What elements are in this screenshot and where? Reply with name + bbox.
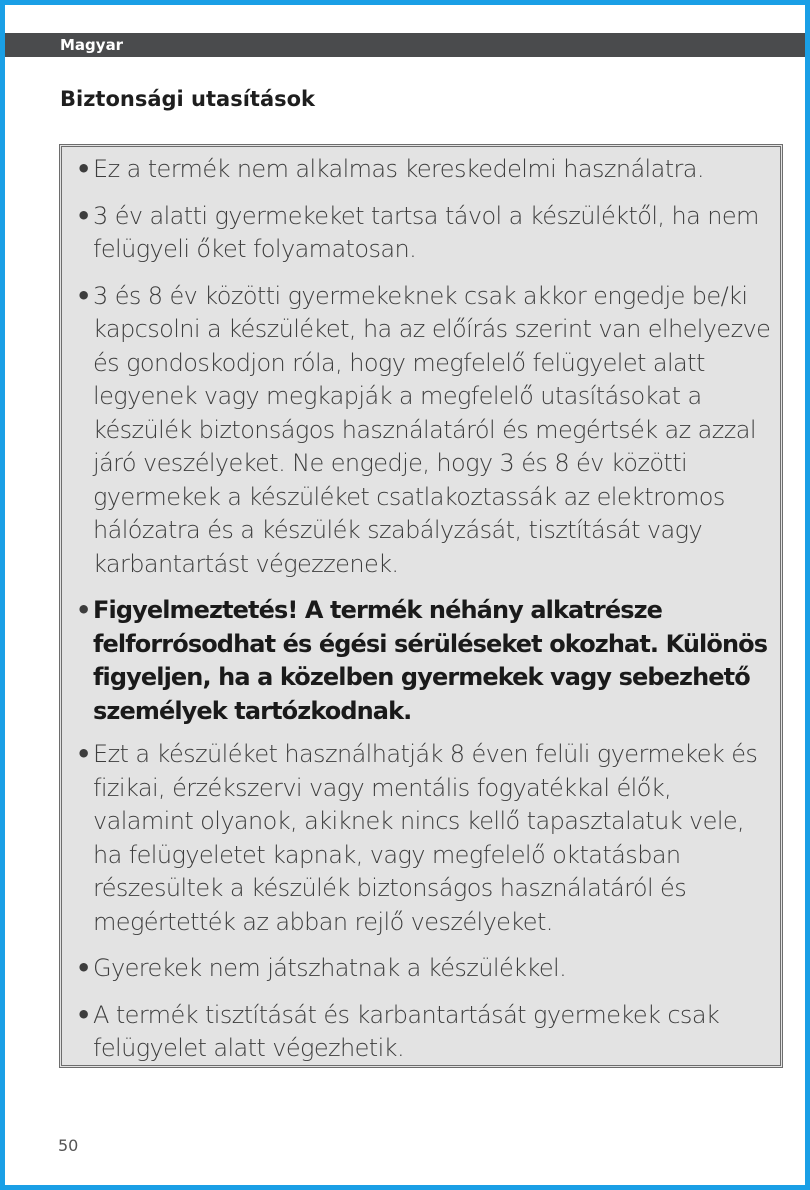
- language-label: Magyar: [60, 36, 124, 54]
- safety-notice-box: [59, 144, 783, 1068]
- bullet-icon: •: [76, 596, 91, 624]
- bullet-icon: •: [76, 201, 91, 230]
- list-item-text: 3 és 8 év közötti gyermekeknek csak akkor engedje be/ki kapcsolni a készüléket, ha az előírás szerint van elhelyezve és gondoskodjon róla, hogy megfelelő felügyelet alatt legyenek vagy megkapják a megfelelő utasításokat a készülék biztonságos használatáról és megértsék az azzal járó veszélyeket. Ne engedje, hogy 3 és 8 év közötti gyermekek a készüléket csatlakoztassák az elektromos hálózatra és a készülék szabályzását, tisztítását vagy karbantartást végezzenek.: [93, 281, 771, 578]
- list-item: [76, 999, 776, 1066]
- list-item: [76, 280, 776, 582]
- bullet-icon: •: [76, 954, 91, 982]
- bullet-icon: •: [76, 281, 91, 310]
- list-item-text: 3 év alatti gyermekeket tartsa távol a készüléktől, ha nem felügyeli őket folyamatosan.: [93, 201, 759, 263]
- list-item: [76, 200, 776, 267]
- bullet-icon: •: [76, 155, 91, 183]
- bullet-icon: •: [76, 740, 91, 768]
- list-item-text: Gyerekek nem játszhatnak a készülékkel.: [93, 954, 567, 982]
- list-item: [76, 738, 776, 939]
- list-item-text: A termék tisztítását és karbantartását gyermekek csak felügyelet alatt végezhetik.: [93, 1000, 720, 1062]
- page-number: 50: [58, 1136, 79, 1155]
- list-item-text: Ezt a készüléket használhatják 8 éven felüli gyermekek és fizikai, érzékszervi vagy mentális fogyatékkal élők, valamint olyanok, akiknek nincs kellő tapasztalatuk vele, ha felügyeletet kapnak, vagy megfelelő oktatásban részesültek a készülék biztonságos használatáról és megértették az abban rejlő veszélyeket.: [93, 740, 758, 936]
- list-item: [76, 952, 776, 986]
- list-item: [76, 153, 776, 187]
- list-item-text: Ez a termék nem alkalmas kereskedelmi használatra.: [93, 155, 704, 183]
- safety-instructions-list: [76, 153, 776, 1079]
- bullet-icon: •: [76, 1000, 91, 1029]
- warning-text: Figyelmeztetés! A termék néhány alkatrésze felforrósodhat és égési sérüléseket okozhat. Különös figyeljen, ha a közelben gyermekek vagy sebezhető személyek tartózkodnak.: [93, 596, 768, 725]
- language-header-bar: [5, 33, 805, 57]
- section-title: Biztonsági utasítások: [60, 87, 316, 111]
- warning-list-item: [76, 594, 776, 728]
